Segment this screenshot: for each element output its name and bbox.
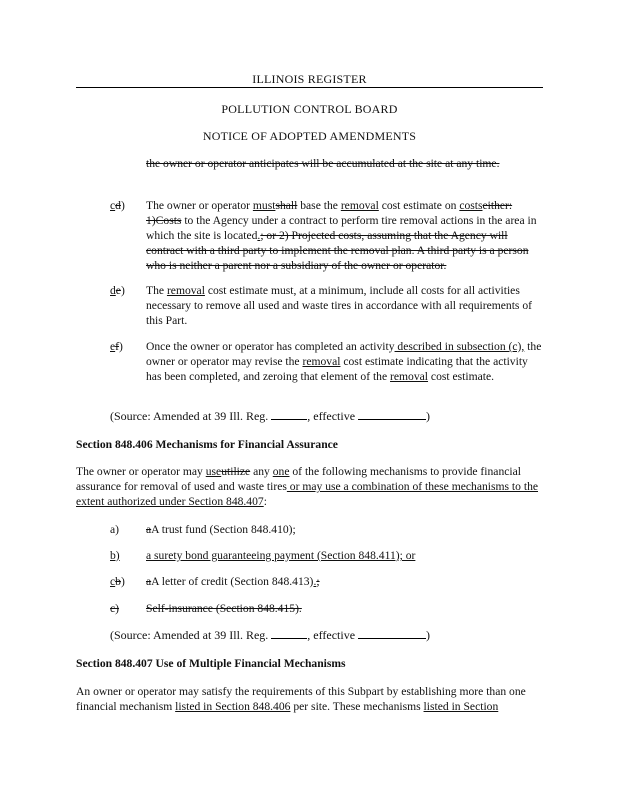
mechanism-d-text: Self-insurance (Section 848.415). <box>146 602 302 615</box>
mechanism-b-label: b) <box>110 549 120 562</box>
item-c-label: cd) <box>110 199 125 212</box>
item-d-text: The removal cost estimate must, at a minimum, include all costs for all activities necessary to remove all used and waste tires in accordance with all requirements of this Part. <box>146 284 532 327</box>
mechanism-a-label: a) <box>110 523 120 536</box>
mechanism-a-text: aA trust fund (Section 848.410); <box>146 523 296 536</box>
source-note-1: (Source: Amended at 39 Ill. Reg. , effective ) <box>110 409 431 423</box>
source-note-2: (Source: Amended at 39 Ill. Reg. , effective ) <box>110 628 431 642</box>
item-e-text: Once the owner or operator has completed an activity described in subsection (c), the owner or operator may revise the removal cost estimate indicating that the activity has been completed, and zeroing that element of the removal cost estimate. <box>146 340 542 383</box>
mechanism-c-text: aA letter of credit (Section 848.413).; <box>146 575 320 588</box>
notice-title: NOTICE OF ADOPTED AMENDMENTS <box>202 129 417 143</box>
header-rule <box>76 87 543 88</box>
section-406-title: Section 848.406 Mechanisms for Financial Assurance <box>76 438 338 451</box>
mechanism-b-text: a surety bond guaranteeing payment (Section 848.411); or <box>146 549 416 562</box>
board-title: POLLUTION CONTROL BOARD <box>221 102 398 116</box>
item-e-label: ef) <box>110 340 123 353</box>
item-d-label: de) <box>110 284 125 297</box>
item-c-text: The owner or operator mustshall base the removal cost estimate on costseither: 1)Costs to the Agency under a contract to perform tire removal actions in the area in which the site is located.; or 2) Projected costs, assuming that the Agency will contract with a third party to implement the removal plan. A third party is a person who is neither a parent nor a subsidiary of the owner or operator. <box>146 199 537 272</box>
mechanism-d-label: c) <box>110 602 120 615</box>
register-title: ILLINOIS REGISTER <box>252 72 367 86</box>
section-407-title: Section 848.407 Use of Multiple Financial Mechanisms <box>76 657 346 670</box>
section-406-paragraph: The owner or operator may useutilize any one of the following mechanisms to provide financial assurance for removal of used and waste tires or may use a combination of these mechanisms to the extent authorized under Section 848.407: <box>76 465 539 508</box>
section-407-paragraph: An owner or operator may satisfy the requirements of this Subpart by establishing more than one financial mechanism listed in Section 848.406 per site. These mechanisms listed in Section <box>76 685 526 713</box>
mechanism-c-label: cb) <box>110 575 125 588</box>
struck-intro-text: the owner or operator anticipates will be accumulated at the site at any time. <box>146 157 500 170</box>
